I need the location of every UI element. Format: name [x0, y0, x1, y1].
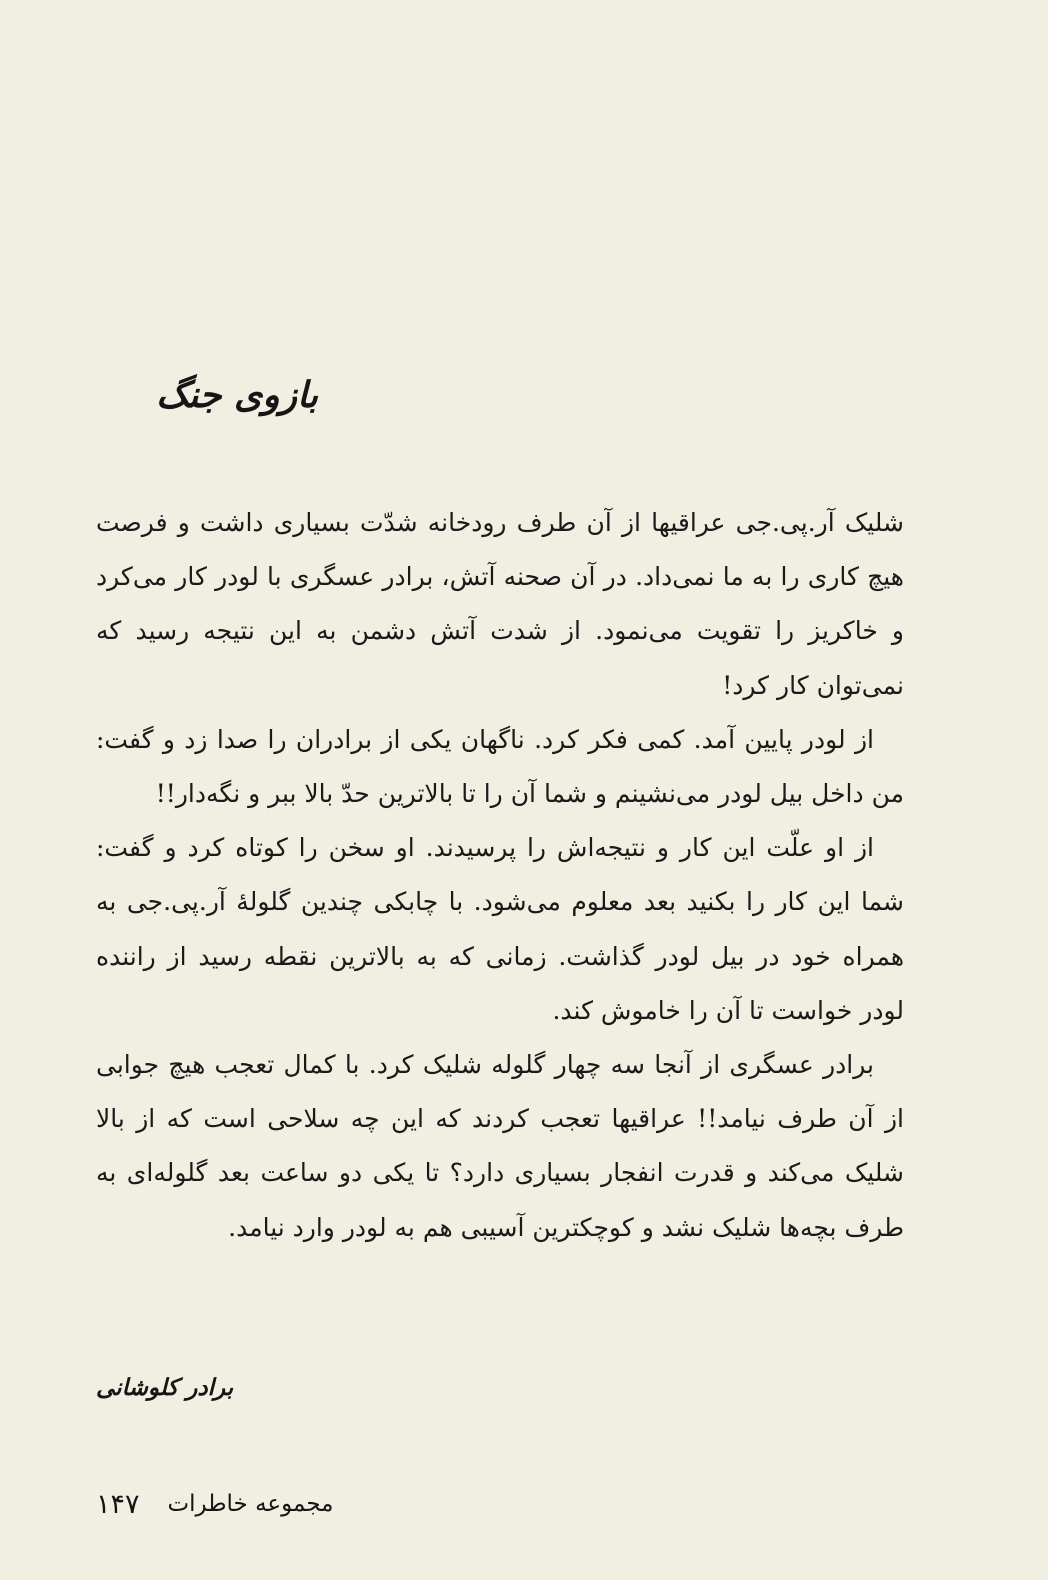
paragraph-4: برادر عسگری از آنجا سه چهار گلوله شلیک کرد. با کمال تعجب هیچ جوابی از آن طرف نیامد!! عراقیها تعجب کردند که این چه سلاحی است که از بالا شلیک می‌کند و قدرت انفجار بسیاری دارد؟ تا یکی دو ساعت بعد گلوله‌ای به طرف بچه‌ها شلیک نشد و کوچکترین آسیبی هم به لودر وارد نیامد.	[96, 1050, 904, 1242]
paragraph-1: شلیک آر.پی.جی عراقیها از آن طرف رودخانه شدّت بسیاری داشت و فرصت هیچ کاری را به ما نمی‌داد. در آن صحنه آتش، برادر عسگری با لودر کار می‌کرد و خاکریز را تقویت می‌نمود. از شدت آتش دشمن به این نتیجه رسید که نمی‌توان کار کرد!	[96, 508, 904, 700]
book-title: مجموعه خاطرات	[167, 1491, 334, 1517]
page-number: ۱۴۷	[96, 1488, 140, 1520]
chapter-title: بازوی جنگ	[156, 375, 318, 416]
story-body	[96, 496, 904, 1255]
author-signature: برادر کلوشانی	[96, 1375, 234, 1401]
page-footer	[96, 1484, 456, 1524]
paragraph-2: از لودر پایین آمد. کمی فکر کرد. ناگهان یکی از برادران را صدا زد و گفت: من داخل بیل لودر می‌نشینم و شما آن را تا بالاترین حدّ بالا ببر و نگه‌دار!!	[96, 724, 904, 809]
paragraph-3: از او علّت این کار و نتیجه‌اش را پرسیدند. او سخن را کوتاه کرد و گفت: شما این کار را بکنید بعد معلوم می‌شود. با چابکی چندین گلولهٔ آر.پی.جی به همراه خود در بیل لودر گذاشت. زمانی که به بالاترین نقطه رسید از راننده لودر خواست تا آن را خاموش کند.	[96, 833, 904, 1025]
